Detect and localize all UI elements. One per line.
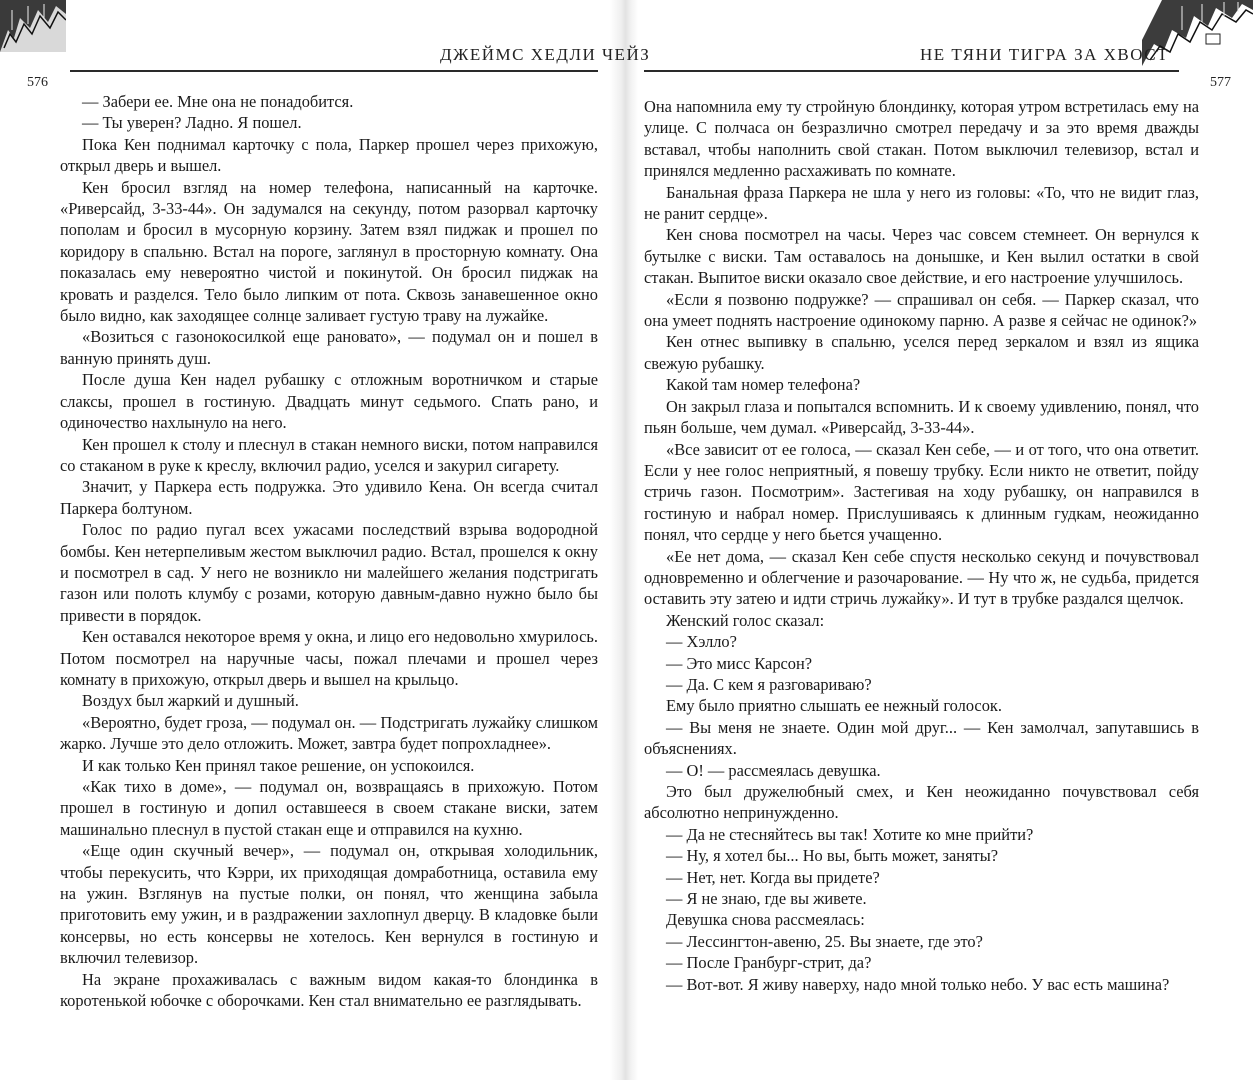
paragraph: Она напомнила ему ту стройную блондинку, которая утром встретилась ему на улице. С полчаса он безразлично смотрел передачу и за это время дважды вставал, чтобы наполнить свой стакан. Потом выключил телевизор, встал и принялся медленно расхаживать по комнате. xyxy=(644,97,1199,181)
paragraph: — Забери ее. Мне она не понадобится. xyxy=(82,92,354,111)
paragraph: — Я не знаю, где вы живете. xyxy=(666,889,867,909)
page-number-left: 576 xyxy=(27,75,48,90)
paragraph: Голос по радио пугал всех ужасами последствий взрыва водородной бомбы. Кен нетерпеливым жестом выключил радио. Встал, прошелся к окну и посмотрел в сад. У него не возникло ни малейшего желания подстригать газон или полоть клумбу с розами, которую давным-давно нужно было бы привести в порядок. xyxy=(60,520,598,625)
paragraph: Какой там номер телефона? xyxy=(666,375,861,395)
paragraph: — Вы меня не знаете. Один мой друг... — Кен замолчал, запутавшись в объяснениях. xyxy=(644,717,1199,759)
paragraph: — Хэлло? xyxy=(666,632,737,652)
paragraph: — Да не стесняйтесь вы так! Хотите ко мне прийти? xyxy=(666,824,1034,844)
paragraph: «Ее нет дома, — сказал Кен себе спустя несколько секунд и почувствовал одновременно и облегчение и разочарование. — Ну что ж, не судьба, придется оставить эту затею и идти стричь лужайку». И тут в трубке раздался щелчок. xyxy=(644,546,1199,609)
paragraph: Кен снова посмотрел на часы. Через час совсем стемнеет. Он вернулся к бутылке с виски. Там оставалось на донышке, и Кен вылил остатки в свой стакан. Выпитое виски оказало свое действие, и его настроение улучшилось. xyxy=(644,225,1199,288)
paragraph: Он закрыл глаза и попытался вспомнить. И к своему удивлению, понял, что пьян больше, чем думал. «Риверсайд, 3-33-44». xyxy=(644,396,1199,438)
paragraph: — Это мисс Карсон? xyxy=(666,653,813,673)
paragraph: Банальная фраза Паркера не шла у него из головы: «То, что не видит глаз, не ранит сердце». xyxy=(644,182,1199,224)
body-text-right xyxy=(644,96,1199,995)
paragraph: «Если я позвоню подружке? — спрашивал он себя. — Паркер сказал, что она умеет поднять настроение одинокому парню. А разве я сейчас не одинок?» xyxy=(644,289,1199,331)
paragraph: «Вероятно, будет гроза, — подумал он. — Подстригать лужайку слишком жарко. Лучше это дело отложить. Может, завтра будет попрохладнее». xyxy=(60,712,598,754)
header-rule-right xyxy=(644,70,1179,72)
paragraph: — Лессингтон-авеню, 25. Вы знаете, где это? xyxy=(666,931,983,951)
paragraph: И как только Кен принял такое решение, он успокоился. xyxy=(82,755,475,775)
paragraph: Девушка снова рассмеялась: xyxy=(666,910,865,930)
paragraph: — Да. С кем я разговариваю? xyxy=(666,674,872,694)
paragraph: Ему было приятно слышать ее нежный голосок. xyxy=(666,696,1002,716)
corner-illustration-left xyxy=(0,0,66,52)
paragraph: Кен бросил взгляд на номер телефона, написанный на карточке. «Риверсайд, 3-33-44». Он задумался на секунду, потом разорвал карточку пополам и бросил в мусорную корзину. Затем взял пиджак и прошел по коридору в спальню. Встал на пороге, заглянул в просторную комнату. Она показалась ему невероятно чистой и покинутой. Он бросил пиджак на кровать и разделся. Тело было липким от пота. Сквозь занавешенное окно было видно, как заходящее солнце заливает густую траву на лужайке. xyxy=(60,177,598,326)
page-number-right: 577 xyxy=(1210,75,1231,90)
paragraph: — Ну, я хотел бы... Но вы, быть может, заняты? xyxy=(666,846,999,866)
paragraph: «Все зависит от ее голоса, — сказал Кен себе, — и от того, что она ответит. Если у нее голос неприятный, я повешу трубку. Если никто не ответит, пойду стричь газон. Посмотрим». Застегивая на ходу рубашку, он направился в гостиную и набрал номер. Прислушиваясь к длинным гудкам, неожиданно понял, что сердце у него бьется учащенно. xyxy=(644,439,1199,545)
paragraph: Кен отнес выпивку в спальню, уселся перед зеркалом и взял из ящика свежую рубашку. xyxy=(644,332,1199,373)
header-rule-left xyxy=(70,70,598,72)
paragraph: На экране прохаживалась с важным видом какая-то блондинка в коротенькой юбочке с оборочками. Кен стал внимательно ее разглядывать. xyxy=(60,969,598,1011)
paragraph: Кен прошел к столу и плеснул в стакан немного виски, потом направился со стаканом в руке к креслу, включил радио, уселся и закурил сигарету. xyxy=(60,434,598,475)
paragraph: «Как тихо в доме», — подумал он, возвращаясь в прихожую. Потом прошел в гостиную и допил оставшееся в своем стакане виски, затем машинально плеснул в пустой стакан еще и отправился на кухню. xyxy=(60,777,598,839)
paragraph: — Нет, нет. Когда вы придете? xyxy=(666,867,880,887)
paragraph: Значит, у Паркера есть подружка. Это удивило Кена. Он всегда считал Паркера болтуном. xyxy=(60,477,598,518)
paragraph: Женский голос сказал: xyxy=(666,610,825,630)
running-header-right: НЕ ТЯНИ ТИГРА ЗА ХВОСТ xyxy=(920,45,1169,64)
paragraph: — Ты уверен? Ладно. Я пошел. xyxy=(82,113,302,133)
paragraph: Пока Кен поднимал карточку с пола, Паркер прошел через прихожую, открыл дверь и вышел. xyxy=(60,134,598,176)
paragraph: «Возиться с газонокосилкой еще рановато», — подумал он и пошел в ванную принять душ. xyxy=(60,327,598,368)
book-gutter xyxy=(610,0,638,1080)
paragraph: Кен оставался некоторое время у окна, и лицо его недовольно хмурилось. Потом посмотрел на наручные часы, пожал плечами и прошел через комнату в прихожую, открыл дверь и вышел на крыльцо. xyxy=(60,627,598,689)
paragraph: «Еще один скучный вечер», — подумал он, открывая холодильник, чтобы перекусить, что Кэрри, их приходящая домработница, оставила ему на ужин. Взглянув на пустые полки, он понял, что женщина забыла приготовить ему ужин, и в раздражении захлопнул дверцу. В кладовке были консервы, но есть консервы не хотелось. Кен вернулся в гостиную и включил телевизор. xyxy=(60,841,598,968)
paragraph: — Вот-вот. Я живу наверху, надо мной только небо. У вас есть машина? xyxy=(666,974,1170,994)
running-header-left: ДЖЕЙМС ХЕДЛИ ЧЕЙЗ xyxy=(440,45,651,64)
paragraph: Воздух был жаркий и душный. xyxy=(82,691,299,711)
paragraph: — О! — рассмеялась девушка. xyxy=(666,760,881,780)
paragraph: После душа Кен надел рубашку с отложным воротничком и старые слаксы, прошел в гостиную. Двадцать минут седьмого. Спать рано, и одиночество нахлынуло на него. xyxy=(60,370,598,433)
right-page xyxy=(636,0,1253,1080)
paragraph: Это был дружелюбный смех, и Кен неожиданно почувствовал себя абсолютно непринужденно. xyxy=(644,782,1199,823)
body-text-left xyxy=(60,91,598,1011)
paragraph: — После Гранбург-стрит, да? xyxy=(666,953,872,973)
